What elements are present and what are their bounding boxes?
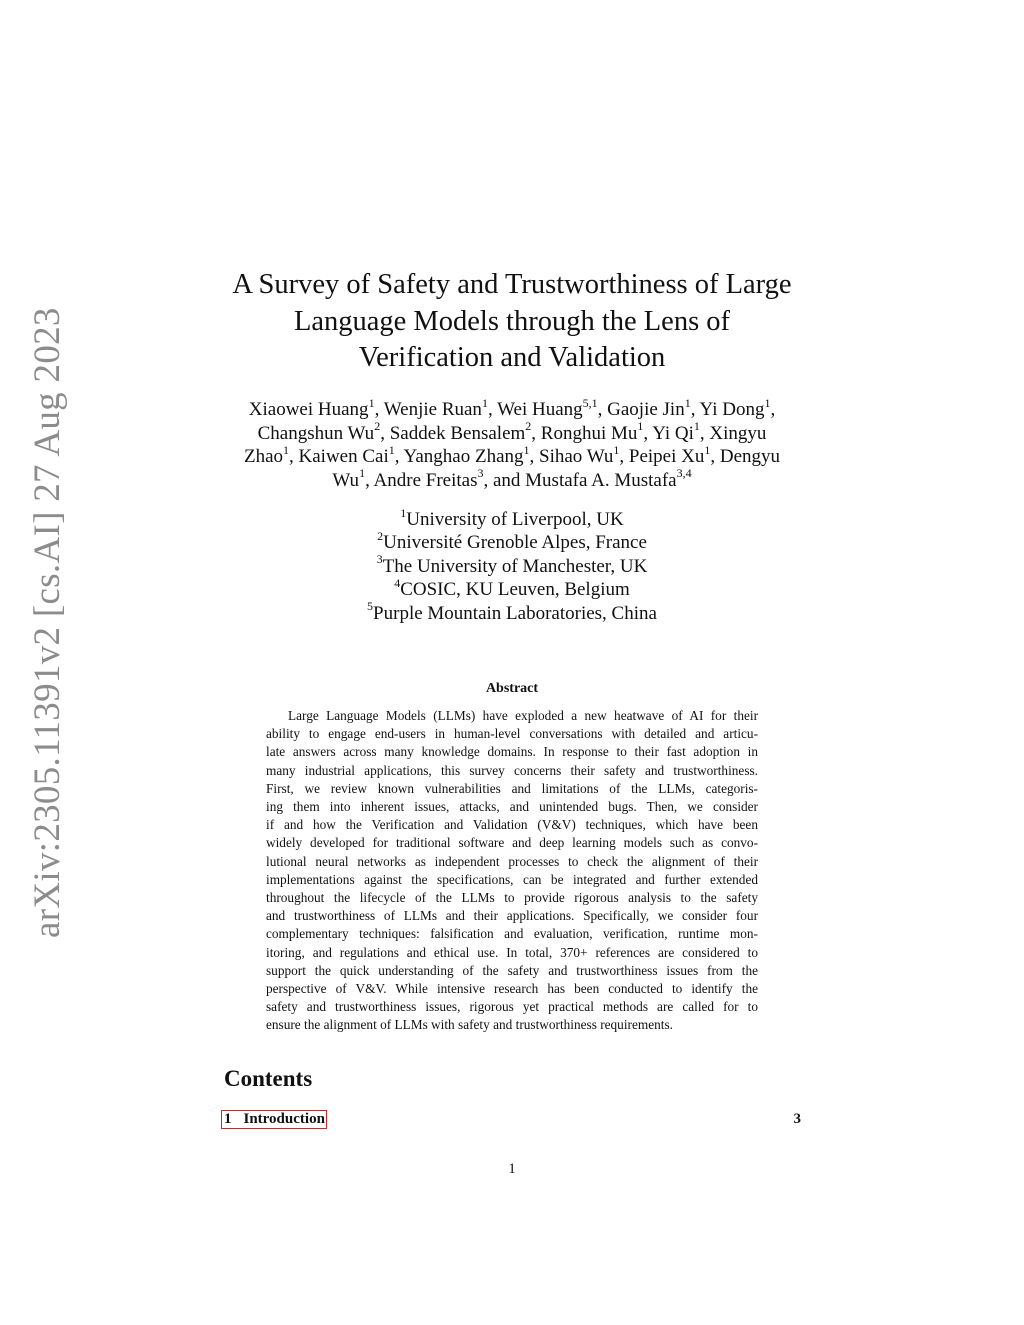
author-affiliation-mark: 1 bbox=[613, 442, 620, 457]
abstract-line: Large Language Models (LLMs) have exploded a new heatwave of AI for their bbox=[288, 708, 758, 723]
author-line: Changshun Wu$^2$, Saddek Bensalem$^2$, Ronghui Mu$^1$, Yi Qi$^1$, Xingyu bbox=[257, 419, 767, 444]
abstract-line: complementary techniques: falsification and evaluation, verification, runtime mon- bbox=[266, 926, 758, 942]
affiliation bbox=[212, 575, 812, 601]
affiliation bbox=[212, 531, 812, 554]
author-name: Yi Qi bbox=[652, 422, 694, 444]
affiliation bbox=[212, 552, 812, 578]
affiliation-text: University of Liverpool, UK bbox=[406, 509, 624, 530]
affiliation-text: The University of Manchester, UK bbox=[382, 555, 648, 577]
author-affiliation-mark: 3 bbox=[477, 466, 484, 481]
affiliation-text: COSIC, KU Leuven, Belgium bbox=[400, 579, 630, 601]
affiliation-number: 2 bbox=[377, 529, 384, 544]
author-name-part: Xingyu bbox=[709, 422, 767, 444]
author-affiliation-mark: 1 bbox=[704, 442, 711, 457]
toc-entry-introduction bbox=[221, 1109, 803, 1131]
author-name: Kaiwen Cai bbox=[298, 446, 389, 467]
author-name: Gaojie Jin bbox=[607, 399, 685, 420]
author-affiliation-mark: 1 bbox=[693, 419, 700, 434]
author-name: Peipei Xu bbox=[628, 446, 705, 467]
abstract-line: ability to engage end-users in human-level conversations with detailed and articu- bbox=[266, 726, 758, 742]
abstract-line: ensure the alignment of LLMs with safety and trustworthiness requirements. bbox=[266, 1017, 673, 1033]
abstract-line: if and how the Verification and Validation (V&V) techniques, which have been bbox=[266, 817, 758, 833]
author-list bbox=[212, 395, 812, 492]
affiliation-number: 3 bbox=[376, 552, 383, 567]
affiliation bbox=[212, 505, 812, 531]
affiliation-number: 5 bbox=[367, 599, 374, 614]
page-number: 1 bbox=[508, 1161, 516, 1177]
contents-heading: Contents bbox=[224, 1066, 313, 1091]
title-line: A Survey of Safety and Trustworthiness of Large bbox=[232, 269, 792, 300]
toc-section-label: Introduction bbox=[243, 1111, 325, 1127]
abstract-line: and trustworthiness of LLMs and their applications. Specifically, we consider four bbox=[266, 908, 758, 924]
author-affiliation-mark: 3,4 bbox=[676, 466, 692, 481]
author-name: Wenjie Ruan bbox=[383, 399, 482, 420]
abstract-line: many industrial applications, this survey concerns their safety and trustworthiness. bbox=[266, 762, 758, 778]
author-name: Wei Huang bbox=[497, 399, 583, 420]
abstract-line: support the quick understanding of the safety and trustworthiness issues from the bbox=[266, 962, 758, 978]
abstract-line: ing them into inherent issues, attacks, and unintended bugs. Then, we consider bbox=[266, 799, 758, 815]
author-name: Ronghui Mu bbox=[540, 422, 638, 444]
abstract-line: throughout the lifecycle of the LLMs to provide rigorous analysis to the safety bbox=[266, 890, 758, 906]
author-affiliation-mark: 1 bbox=[481, 395, 488, 410]
abstract-line: itoring, and regulations and ethical use. In total, 370+ references are considered to bbox=[266, 944, 758, 960]
author-affiliation-mark: 1 bbox=[637, 419, 644, 434]
author-line: Wu$^1$, Andre Freitas$^3$, and Mustafa A. Mustafa$^{3,4}$ bbox=[332, 466, 692, 491]
author-line: Zhao$^1$, Kaiwen Cai$^1$, Yanghao Zhang$^1$, Sihao Wu$^1$, Peipei Xu$^1$, Dengyu bbox=[243, 442, 781, 467]
author-name: Mustafa A. Mustafa bbox=[525, 469, 677, 491]
author-affiliation-mark: 1 bbox=[388, 442, 395, 457]
toc-link-introduction[interactable] bbox=[221, 1110, 327, 1129]
author-name: Saddek Bensalem bbox=[389, 422, 526, 444]
title-line: Language Models through the Lens of bbox=[293, 305, 731, 337]
author-name-part: Dengyu bbox=[719, 446, 781, 467]
arxiv-identifier-stamp: arXiv:2305.11391v2 [cs.AI] 27 Aug 2023 bbox=[27, 307, 68, 938]
author-affiliation-mark: 1 bbox=[368, 395, 375, 410]
author-name: Yanghao Zhang bbox=[403, 446, 524, 467]
abstract-line: widely developed for traditional software and deep learning models such as convo- bbox=[266, 835, 758, 851]
affiliation-text: Université Grenoble Alpes, France bbox=[383, 532, 647, 554]
author-name: Yi Dong bbox=[699, 399, 765, 420]
affiliation-number: 4 bbox=[394, 575, 401, 590]
title-line: Verification and Validation bbox=[358, 342, 666, 373]
affiliation bbox=[212, 599, 812, 625]
author-affiliation-mark: 1 bbox=[684, 395, 691, 410]
paper-title bbox=[200, 267, 824, 377]
abstract-line: safety and trustworthiness issues, rigorous yet practical methods are called for to bbox=[266, 999, 758, 1015]
author-name: Sihao Wu bbox=[539, 446, 614, 467]
abstract-line: perspective of V&V. While intensive research has been conducted to identify the bbox=[266, 981, 758, 997]
author-affiliation-mark: 2 bbox=[525, 419, 532, 434]
author-affiliation-mark: 1 bbox=[764, 395, 771, 410]
author-name: Xiaowei Huang bbox=[248, 399, 369, 420]
author-line: Xiaowei Huang$^1$, Wenjie Ruan$^1$, Wei Huang$^{5,1}$, Gaojie Jin$^1$, Yi Dong$^1$, bbox=[248, 395, 776, 420]
author-affiliation-mark: 5,1 bbox=[582, 395, 598, 410]
toc-page-number: 3 bbox=[793, 1111, 801, 1127]
toc-section-number: 1 bbox=[224, 1111, 232, 1127]
affiliation-text: Purple Mountain Laboratories, China bbox=[373, 602, 657, 624]
abstract-line: late answers across many knowledge domains. In response to their fast adoption in bbox=[266, 744, 758, 760]
affiliation-list bbox=[212, 505, 812, 625]
abstract-line: implementations against the specifications, can be integrated and further extended bbox=[266, 871, 758, 887]
abstract-line: First, we review known vulnerabilities and limitations of the LLMs, categoris- bbox=[266, 780, 758, 796]
affiliation-number: 1 bbox=[400, 505, 407, 520]
author-name: Changshun Wu bbox=[257, 422, 375, 444]
abstract-body bbox=[266, 707, 758, 1035]
abstract-line: lutional neural networks as independent processes to check the alignment of their bbox=[266, 853, 758, 869]
author-affiliation-mark: 1 bbox=[359, 466, 366, 481]
author-affiliation-mark: 1 bbox=[523, 442, 530, 457]
author-name: Andre Freitas bbox=[373, 469, 478, 491]
abstract-heading: Abstract bbox=[485, 681, 539, 696]
author-affiliation-mark: 2 bbox=[374, 419, 381, 434]
author-name-part: Wu bbox=[332, 469, 360, 491]
author-name-part: Zhao bbox=[243, 446, 284, 467]
author-affiliation-mark: 1 bbox=[283, 442, 290, 457]
